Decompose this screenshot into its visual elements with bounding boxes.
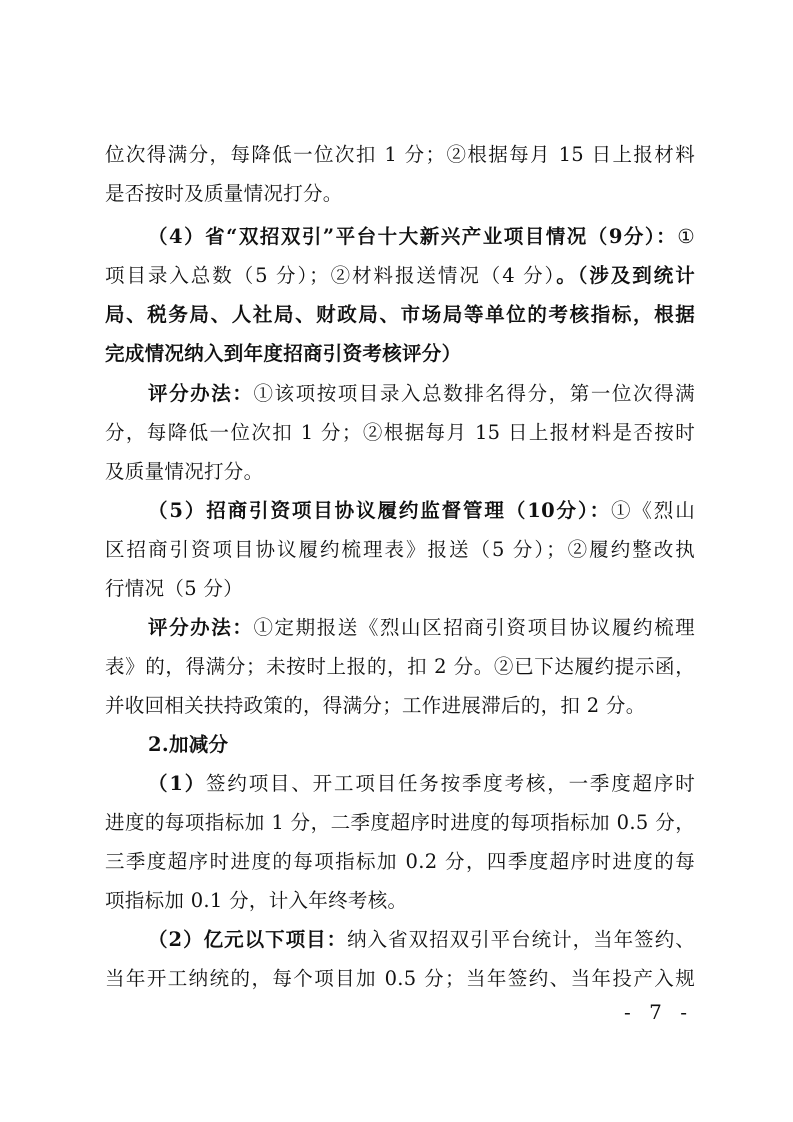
paragraph-line: 分，每降低一位次扣 1 分；②根据每月 15 日上报材料是否按时 (105, 421, 695, 444)
section-heading-bonus: 2.加减分 (148, 733, 229, 756)
page-number: - 7 - (624, 1000, 693, 1024)
paragraph-line: 进度的每项指标加 1 分，二季度超序时进度的每项指标加 0.5 分， (105, 811, 695, 834)
bonus-item-2: （2）亿元以下项目：纳入省双招双引平台统计，当年签约、 (148, 928, 695, 951)
paragraph-line: 完成情况纳入到年度招商引资考核评分） (105, 342, 462, 365)
scoring-method-line: 评分办法：①定期报送《烈山区招商引资项目协议履约梳理 (148, 616, 695, 639)
section-heading-5: （5）招商引资项目协议履约监督管理（10分）：①《烈山 (148, 499, 695, 522)
bonus-item-1: （1）签约项目、开工项目任务按季度考核，一季度超序时 (148, 772, 695, 795)
section-heading-4: （4）省“双招双引”平台十大新兴产业项目情况（9分）：① (148, 225, 695, 248)
paragraph-line: 行情况（5 分） (105, 577, 244, 600)
paragraph-line: 并收回相关扶持政策的，得满分；工作进展滞后的，扣 2 分。 (105, 694, 646, 717)
paragraph-line: 局、税务局、人社局、财政局、市场局等单位的考核指标，根据 (105, 303, 695, 326)
paragraph-line: 位次得满分，每降低一位次扣 1 分；②根据每月 15 日上报材料 (105, 143, 695, 166)
paragraph-line: 当年开工纳统的，每个项目加 0.5 分；当年签约、当年投产入规 (105, 967, 695, 990)
paragraph-line: 是否按时及质量情况打分。 (105, 182, 343, 205)
paragraph-line: 区招商引资项目协议履约梳理表》报送（5 分）；②履约整改执 (105, 538, 695, 561)
paragraph-line: 表》的，得满分；未按时上报的，扣 2 分。②已下达履约提示函， (105, 655, 695, 678)
paragraph-line: 项指标加 0.1 分，计入年终考核。 (105, 889, 408, 912)
paragraph-line: 及质量情况打分。 (105, 460, 264, 483)
paragraph-line: 项目录入总数（5 分）；②材料报送情况（4 分）。（涉及到统计 (105, 264, 695, 287)
paragraph-line: 三季度超序时进度的每项指标加 0.2 分，四季度超序时进度的每 (105, 850, 695, 873)
scoring-method-line: 评分办法：①该项按项目录入总数排名得分，第一位次得满 (148, 382, 695, 405)
